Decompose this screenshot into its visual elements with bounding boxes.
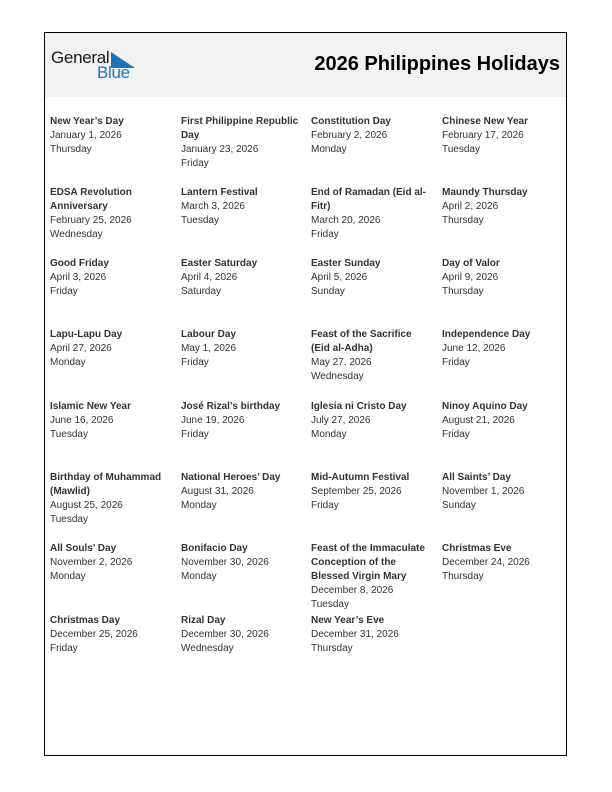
holiday-date: December 25, 2026 xyxy=(50,629,138,640)
holiday-name: Day of Valor xyxy=(442,258,500,269)
holiday-date: January 1, 2026 xyxy=(50,130,122,141)
holiday-entry xyxy=(50,328,172,370)
holiday-entry xyxy=(50,400,172,442)
holiday-date: November 30, 2026 xyxy=(181,557,269,568)
brand-logo xyxy=(51,48,141,84)
header-band xyxy=(45,33,566,97)
holiday-name: Maundy Thursday xyxy=(442,187,528,198)
holiday-name: Lapu-Lapu Day xyxy=(50,329,123,340)
holiday-weekday: Monday xyxy=(50,357,86,368)
holiday-date: September 25, 2026 xyxy=(311,486,402,497)
holiday-date: April 9, 2026 xyxy=(442,272,499,283)
holiday-weekday: Tuesday xyxy=(50,429,88,440)
holiday-entry xyxy=(442,400,564,442)
holiday-name: National Heroes’ Day xyxy=(181,472,281,483)
holiday-weekday: Monday xyxy=(181,500,217,511)
holiday-date: February 2, 2026 xyxy=(311,130,388,141)
page-title: 2026 Philippines Holidays xyxy=(314,53,560,75)
holiday-entry xyxy=(50,186,172,242)
holiday-name: Rizal Day xyxy=(181,615,226,626)
holiday-entry xyxy=(50,257,172,299)
holiday-date: June 12, 2026 xyxy=(442,343,506,354)
holiday-name: Islamic New Year xyxy=(50,401,131,412)
holiday-name: Birthday of Muhammad (Mawlid) xyxy=(50,472,162,497)
holiday-entry xyxy=(50,542,172,584)
holiday-name: Feast of the Sacrifice (Eid al-Adha) xyxy=(311,329,412,354)
holiday-entry xyxy=(181,471,303,513)
holiday-name: Easter Saturday xyxy=(181,258,258,269)
holiday-date: August 25, 2026 xyxy=(50,500,123,511)
holiday-name: Labour Day xyxy=(181,329,237,340)
holiday-weekday: Saturday xyxy=(181,286,222,297)
holiday-entry xyxy=(181,328,303,370)
calendar-sheet xyxy=(44,32,567,756)
holiday-date: December 8, 2026 xyxy=(311,585,394,596)
holiday-weekday: Thursday xyxy=(442,215,484,226)
holiday-weekday: Monday xyxy=(50,571,86,582)
holiday-entry xyxy=(181,400,303,442)
holiday-entry xyxy=(181,614,303,656)
holiday-entry xyxy=(50,471,172,527)
holiday-entry xyxy=(442,471,564,513)
holiday-weekday: Wednesday xyxy=(50,229,103,240)
holiday-entry xyxy=(311,614,433,656)
holiday-weekday: Thursday xyxy=(442,286,484,297)
holiday-entry xyxy=(442,542,564,584)
holiday-entry xyxy=(442,328,564,370)
holiday-name: Iglesia ni Cristo Day xyxy=(311,401,407,412)
holiday-name: New Year’s Eve xyxy=(311,615,385,626)
brand-general-text: General xyxy=(51,48,110,67)
holiday-weekday: Friday xyxy=(181,429,209,440)
holiday-date: April 3, 2026 xyxy=(50,272,107,283)
holiday-weekday: Thursday xyxy=(311,643,353,654)
holiday-weekday: Friday xyxy=(442,429,470,440)
holiday-date: November 2, 2026 xyxy=(50,557,133,568)
holiday-date: July 27, 2026 xyxy=(311,415,371,426)
holiday-weekday: Thursday xyxy=(50,144,92,155)
holiday-entry xyxy=(181,186,303,228)
holiday-weekday: Tuesday xyxy=(50,514,88,525)
holiday-entry xyxy=(311,186,433,242)
holiday-entry xyxy=(442,115,564,157)
holiday-date: November 1, 2026 xyxy=(442,486,525,497)
holiday-weekday: Tuesday xyxy=(181,215,219,226)
holiday-weekday: Monday xyxy=(311,429,347,440)
holiday-entry xyxy=(50,115,172,157)
holiday-entry xyxy=(181,542,303,584)
holiday-weekday: Monday xyxy=(311,144,347,155)
holiday-name: Feast of the Immaculate Conception of the Blessed Virgin Mary xyxy=(311,543,425,582)
holiday-date: August 31, 2026 xyxy=(181,486,254,497)
holiday-weekday: Friday xyxy=(311,500,339,511)
holiday-name: Lantern Festival xyxy=(181,187,258,198)
holiday-date: August 21, 2026 xyxy=(442,415,515,426)
holiday-weekday: Tuesday xyxy=(311,599,349,610)
holiday-entry xyxy=(311,328,433,384)
holiday-entry xyxy=(442,257,564,299)
holiday-name: EDSA Revolution Anniversary xyxy=(50,187,132,212)
holiday-weekday: Thursday xyxy=(442,571,484,582)
holiday-name: New Year’s Day xyxy=(50,116,124,127)
holiday-weekday: Friday xyxy=(50,643,78,654)
holiday-entry xyxy=(442,186,564,228)
holiday-entry xyxy=(311,257,433,299)
holiday-date: May 27, 2026 xyxy=(311,357,372,368)
holiday-weekday: Wednesday xyxy=(311,371,364,382)
holiday-name: End of Ramadan (Eid al-Fitr) xyxy=(311,187,427,212)
brand-blue-text: Blue xyxy=(97,63,130,82)
holiday-weekday: Friday xyxy=(311,229,339,240)
holiday-weekday: Monday xyxy=(181,571,217,582)
holiday-entry xyxy=(181,257,303,299)
holiday-weekday: Friday xyxy=(50,286,78,297)
holiday-name: José Rizal’s birthday xyxy=(181,401,281,412)
holiday-date: June 16, 2026 xyxy=(50,415,114,426)
holiday-name: All Saints’ Day xyxy=(442,472,511,483)
holiday-date: April 2, 2026 xyxy=(442,201,499,212)
holiday-entry xyxy=(311,542,433,612)
holiday-name: Mid-Autumn Festival xyxy=(311,472,410,483)
holiday-entry xyxy=(311,115,433,157)
holiday-date: April 27, 2026 xyxy=(50,343,112,354)
holiday-name: Christmas Eve xyxy=(442,543,512,554)
holiday-weekday: Sunday xyxy=(311,286,345,297)
holiday-date: December 30, 2026 xyxy=(181,629,269,640)
holiday-name: Ninoy Aquino Day xyxy=(442,401,528,412)
holiday-weekday: Tuesday xyxy=(442,144,480,155)
holiday-name: Bonifacio Day xyxy=(181,543,248,554)
holiday-weekday: Friday xyxy=(442,357,470,368)
holiday-name: Christmas Day xyxy=(50,615,121,626)
holiday-entry xyxy=(50,614,172,656)
holiday-date: December 24, 2026 xyxy=(442,557,530,568)
holiday-entry xyxy=(311,471,433,513)
holiday-name: Easter Sunday xyxy=(311,258,381,269)
holiday-weekday: Friday xyxy=(181,158,209,169)
holiday-date: March 20, 2026 xyxy=(311,215,381,226)
holiday-weekday: Friday xyxy=(181,357,209,368)
holiday-date: February 17, 2026 xyxy=(442,130,524,141)
holiday-date: February 25, 2026 xyxy=(50,215,132,226)
holiday-date: April 5, 2026 xyxy=(311,272,368,283)
holiday-weekday: Wednesday xyxy=(181,643,234,654)
holiday-name: Constitution Day xyxy=(311,116,391,127)
holiday-name: All Souls’ Day xyxy=(50,543,117,554)
holiday-date: January 23, 2026 xyxy=(181,144,259,155)
holiday-name: Independence Day xyxy=(442,329,531,340)
holiday-weekday: Sunday xyxy=(442,500,476,511)
holiday-name: First Philippine Republic Day xyxy=(181,116,299,141)
holiday-date: May 1, 2026 xyxy=(181,343,237,354)
holiday-date: June 19, 2026 xyxy=(181,415,245,426)
holiday-date: April 4, 2026 xyxy=(181,272,238,283)
holiday-date: March 3, 2026 xyxy=(181,201,245,212)
holiday-entry xyxy=(311,400,433,442)
holiday-entry xyxy=(181,115,303,171)
holiday-name: Chinese New Year xyxy=(442,116,528,127)
holiday-name: Good Friday xyxy=(50,258,109,269)
holiday-date: December 31, 2026 xyxy=(311,629,399,640)
